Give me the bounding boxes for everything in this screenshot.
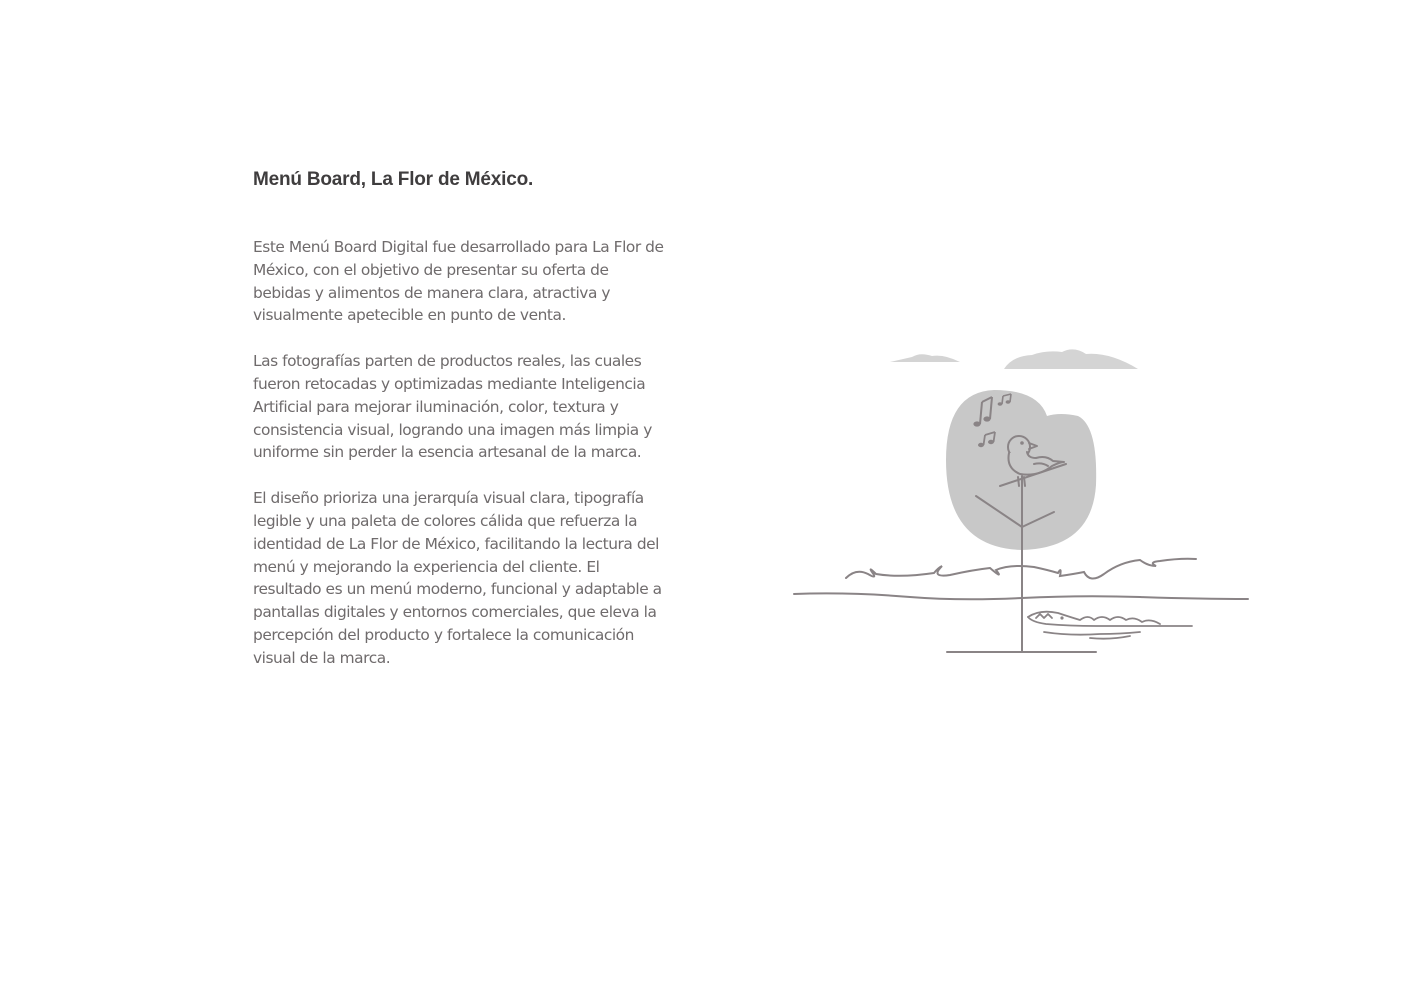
- text-column: [253, 166, 668, 670]
- intro-paragraph: Este Menú Board Digital fue desarrollado para La Flor de México, con el objetivo de presentar su oferta de bebidas y alimentos de manera clara, atractiva y visualmente apetecible en punto de venta.: [253, 238, 664, 325]
- design-paragraph: El diseño prioriza una jerarquía visual clara, tipografía legible y una paleta de colores cálida que refuerza la identidad de La Flor de México, facilitando la lectura del menú y mejorando la experiencia del cliente. El resultado es un menú moderno, funcional y adaptable a pantallas digitales y entornos comerciales, que eleva la percepción del producto y fortalece la comunicación visual de la marca.: [253, 489, 662, 667]
- cloud-icon: [1004, 349, 1138, 369]
- photography-paragraph: Las fotografías parten de productos reales, las cuales fueron retocadas y optimizadas mediante Inteligencia Artificial para mejorar iluminación, color, textura y consistencia visual, logrando una imagen más limpia y uniforme sin perder la esencia artesanal de la marca.: [253, 352, 652, 462]
- crocodile-icon: [1028, 612, 1192, 639]
- cloud-icon: [890, 354, 960, 362]
- landscape-illustration: [780, 330, 1270, 670]
- page-title: Menú Board, La Flor de México.: [253, 169, 534, 190]
